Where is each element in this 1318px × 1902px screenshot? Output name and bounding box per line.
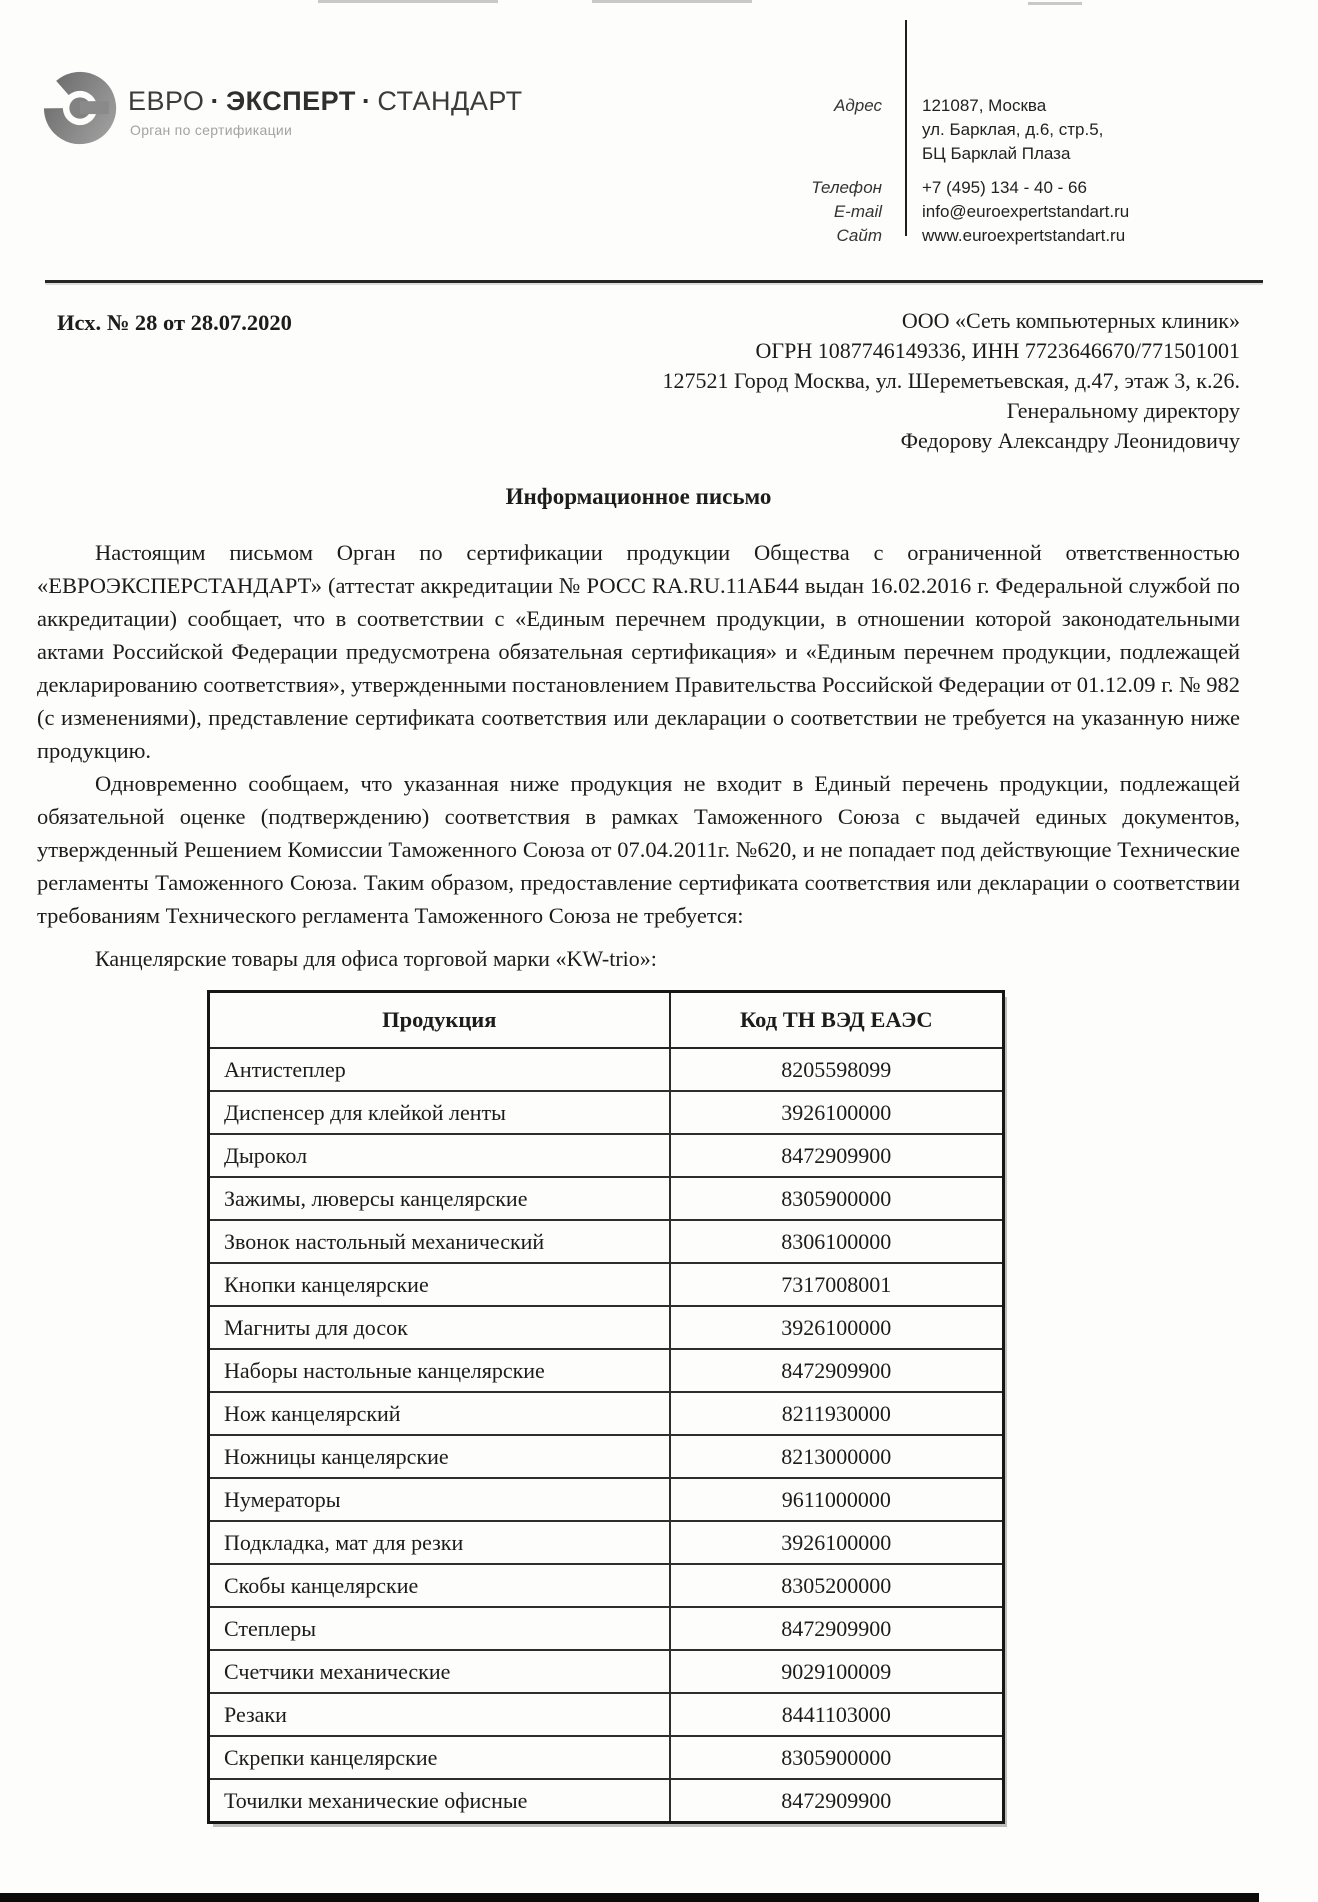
products-table	[207, 990, 1005, 1824]
code-cell: 8306100000	[670, 1220, 1004, 1263]
product-cell: Подкладка, мат для резки	[209, 1521, 670, 1564]
recipient-line: 127521 Город Москва, ул. Шереметьевская, д.47, этаж 3, к.26.	[662, 368, 1240, 393]
brand-name	[128, 86, 523, 117]
scan-artifact	[592, 0, 752, 3]
code-cell: 8441103000	[670, 1693, 1004, 1736]
product-cell: Резаки	[209, 1693, 670, 1736]
code-cell: 8211930000	[670, 1392, 1004, 1435]
product-column-header: Продукция	[209, 992, 670, 1049]
code-cell: 8205598099	[670, 1048, 1004, 1091]
table-row	[209, 1779, 1004, 1823]
site-label: Сайт	[836, 226, 882, 245]
email-value: info@euroexpertstandart.ru	[922, 202, 1130, 221]
table-row	[209, 1349, 1004, 1392]
product-cell: Точилки механические офисные	[209, 1779, 670, 1823]
product-cell: Скрепки канцелярские	[209, 1736, 670, 1779]
code-cell: 8472909900	[670, 1779, 1004, 1823]
paragraph-1: Настоящим письмом Орган по сертификации продукции Общества с ограниченной ответственностью «ЕВРОЭКСПЕРСТАНДАРТ» (аттестат аккредитации № РОСС RA.RU.11АБ44 выдан 16.02.2016 г. Федеральной службой по аккредитации) сообщает, что в соответствии с «Единым перечнем продукции, в отношении которой законодательными актами Российской Федерации предусмотрена обязательная сертификация» и «Единым перечнем продукции, подлежащей декларированию соответствия», утвержденными постановлением Правительства Российской Федерации от 01.12.09 г. № 982 (с изменениями), представление сертификата соответствия или декларации о соответствии не требуется на указанную ниже продукцию.	[37, 540, 1240, 763]
brand-separator: ·	[210, 86, 220, 116]
email-row	[560, 200, 1180, 224]
products-table-body	[209, 1048, 1004, 1823]
table-row	[209, 1134, 1004, 1177]
product-cell: Антистеплер	[209, 1048, 670, 1091]
brand-part-standart: СТАНДАРТ	[377, 86, 523, 116]
product-cell: Кнопки канцелярские	[209, 1263, 670, 1306]
code-cell: 8213000000	[670, 1435, 1004, 1478]
code-cell: 8305200000	[670, 1564, 1004, 1607]
phone-value: +7 (495) 134 - 40 - 66	[922, 178, 1087, 197]
code-cell: 8472909900	[670, 1607, 1004, 1650]
paragraph-2: Одновременно сообщаем, что указанная ниже продукция не входит в Единый перечень продукции, подлежащей обязательной оценке (подтверждению) соответствия в рамках Таможенного Союза с выдачей единых документов, утвержденный Решением Комиссии Таможенного Союза от 07.04.2011г. №620, и не попадает под действующие Технические регламенты Таможенного Союза. Таким образом, предоставление сертификата соответствия или декларации о соответствии требованиям Технического регламента Таможенного Союза не требуется:	[37, 771, 1240, 928]
product-cell: Магниты для досок	[209, 1306, 670, 1349]
contact-block	[560, 94, 1180, 248]
email-label: E-mail	[833, 202, 882, 221]
table-row	[209, 1177, 1004, 1220]
product-cell: Зажимы, люверсы канцелярские	[209, 1177, 670, 1220]
table-row	[209, 1048, 1004, 1091]
product-cell: Степлеры	[209, 1607, 670, 1650]
code-cell: 8305900000	[670, 1736, 1004, 1779]
address-row	[560, 94, 1180, 166]
recipient-line: ООО «Сеть компьютерных клиник»	[901, 308, 1240, 333]
code-cell: 7317008001	[670, 1263, 1004, 1306]
code-column-header: Код ТН ВЭД ЕАЭС	[670, 992, 1004, 1049]
address-line: ул. Барклая, д.6, стр.5,	[922, 120, 1104, 139]
brand-part-expert: ЭКСПЕРТ	[225, 86, 356, 116]
outgoing-ref: Исх. № 28 от 28.07.2020	[57, 310, 292, 335]
code-cell: 8472909900	[670, 1349, 1004, 1392]
letter-body	[37, 306, 1240, 1824]
product-cell: Счетчики механические	[209, 1650, 670, 1693]
scan-artifact	[318, 0, 498, 3]
table-row	[209, 1435, 1004, 1478]
table-row	[209, 1220, 1004, 1263]
recipient-line: Федорову Александру Леонидовичу	[900, 428, 1240, 453]
table-row	[209, 1263, 1004, 1306]
address-line: 121087, Москва	[922, 96, 1047, 115]
code-cell: 9611000000	[670, 1478, 1004, 1521]
letter-title: Информационное письмо	[505, 484, 772, 509]
brand-subtitle: Орган по сертификации	[130, 122, 293, 138]
header-row	[209, 992, 1004, 1049]
code-cell: 9029100009	[670, 1650, 1004, 1693]
brand-separator: ·	[361, 86, 372, 116]
phone-label: Телефон	[811, 178, 882, 197]
recipient-line: Генеральному директору	[1006, 398, 1240, 423]
code-cell: 3926100000	[670, 1091, 1004, 1134]
products-intro: Канцелярские товары для офиса торговой марки «KW-trio»:	[95, 946, 657, 971]
table-row	[209, 1091, 1004, 1134]
contact-spacer	[560, 166, 1180, 176]
product-cell: Нумераторы	[209, 1478, 670, 1521]
product-cell: Наборы настольные канцелярские	[209, 1349, 670, 1392]
site-row	[560, 224, 1180, 248]
table-row	[209, 1306, 1004, 1349]
product-cell: Скобы канцелярские	[209, 1564, 670, 1607]
products-table-head	[209, 992, 1004, 1049]
code-cell: 3926100000	[670, 1306, 1004, 1349]
company-logo-icon	[42, 70, 118, 146]
table-row	[209, 1564, 1004, 1607]
site-value: www.euroexpertstandart.ru	[922, 226, 1126, 245]
address-label: Адрес	[834, 96, 882, 115]
table-row	[209, 1650, 1004, 1693]
brand-part-evro: ЕВРО	[128, 86, 205, 116]
table-row	[209, 1392, 1004, 1435]
header-rule	[45, 280, 1263, 283]
phone-row	[560, 176, 1180, 200]
scan-artifact	[1028, 2, 1082, 5]
code-cell: 8472909900	[670, 1134, 1004, 1177]
product-cell: Диспенсер для клейкой ленты	[209, 1091, 670, 1134]
product-cell: Ножницы канцелярские	[209, 1435, 670, 1478]
table-row	[209, 1478, 1004, 1521]
table-row	[209, 1693, 1004, 1736]
code-cell: 8305900000	[670, 1177, 1004, 1220]
product-cell: Нож канцелярский	[209, 1392, 670, 1435]
product-cell: Дырокол	[209, 1134, 670, 1177]
scan-bottom-bar	[0, 1893, 1259, 1902]
table-row	[209, 1607, 1004, 1650]
logo-e-glyph	[42, 70, 118, 146]
product-cell: Звонок настольный механический	[209, 1220, 670, 1263]
address-line: БЦ Барклай Плаза	[922, 144, 1071, 163]
address-value	[922, 94, 1180, 166]
recipient-line: ОГРН 1087746149336, ИНН 7723646670/771501001	[755, 338, 1240, 363]
table-row	[209, 1736, 1004, 1779]
table-row	[209, 1521, 1004, 1564]
code-cell: 3926100000	[670, 1521, 1004, 1564]
